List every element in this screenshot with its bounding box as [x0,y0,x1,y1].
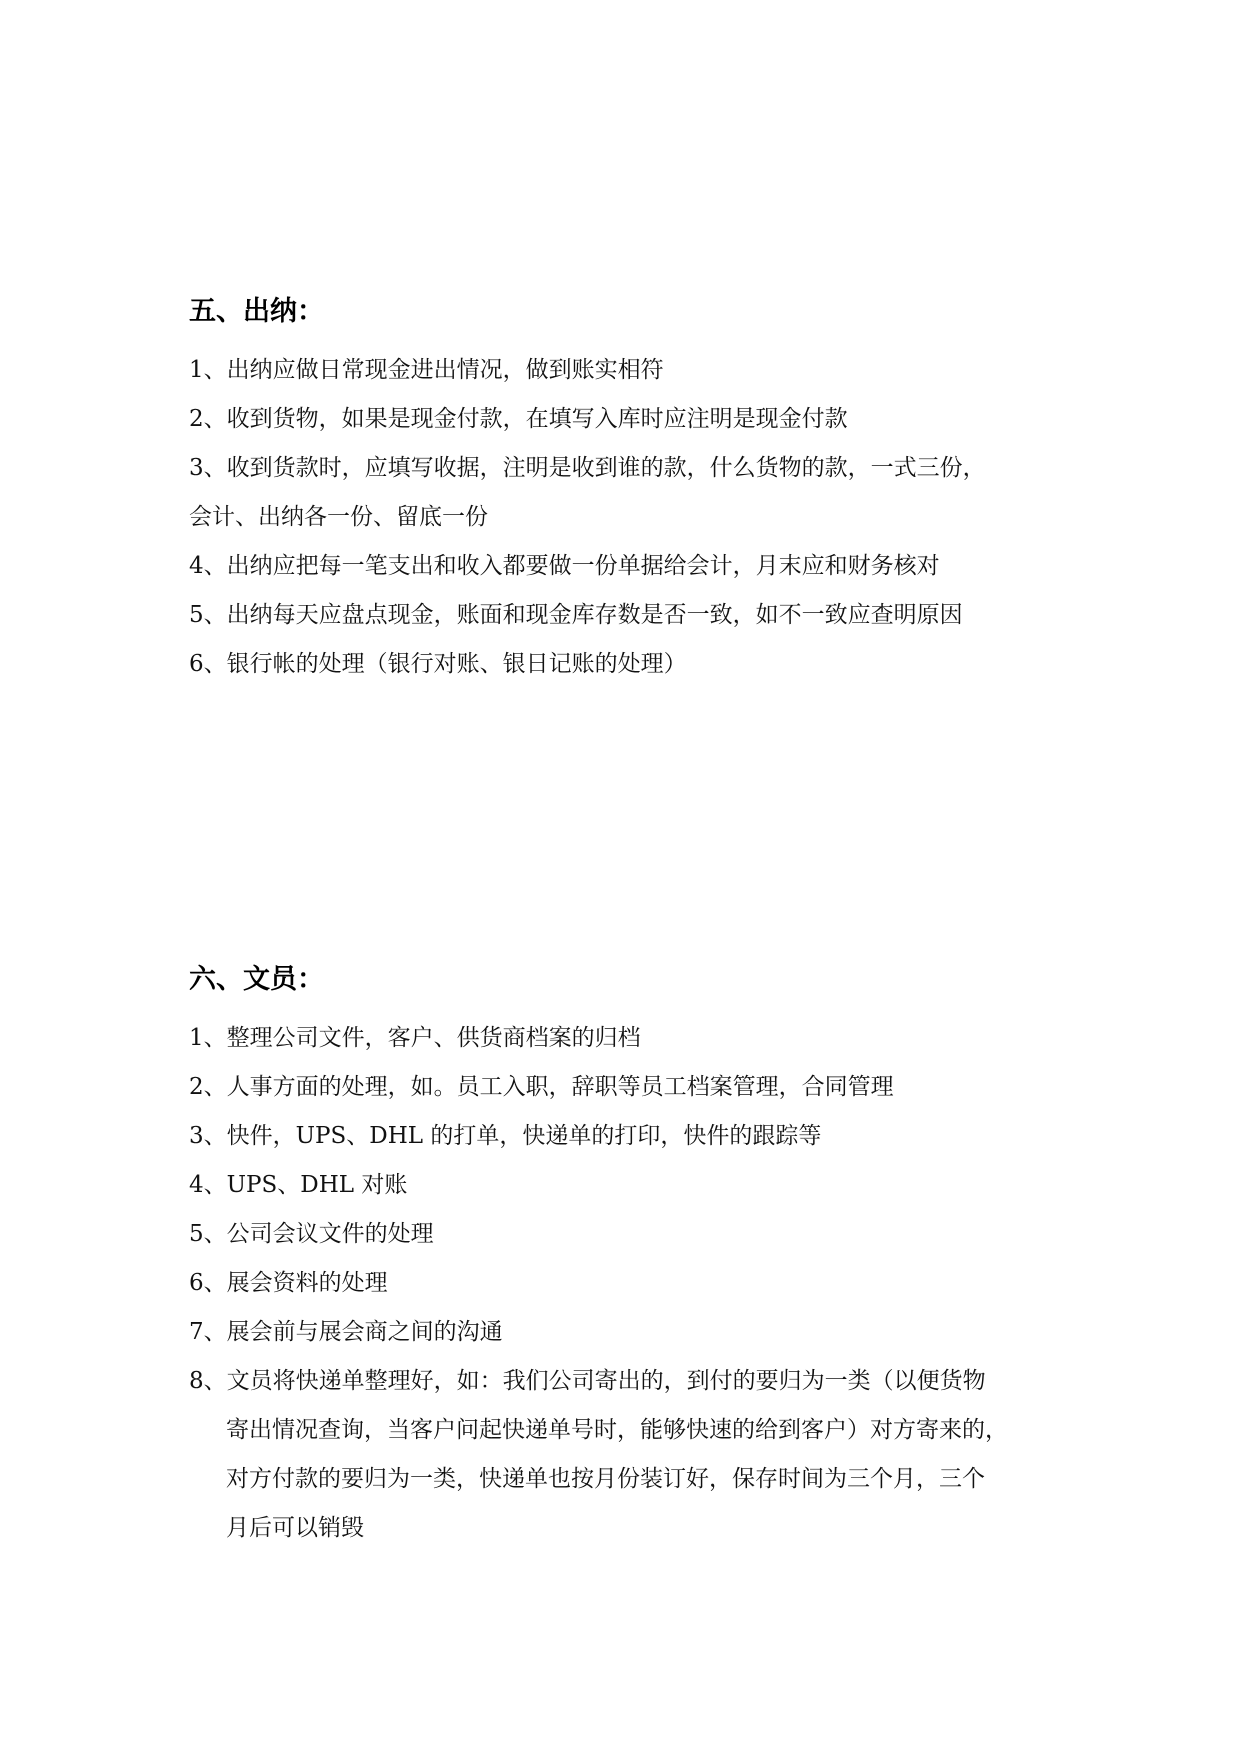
list-item: 3、收到货款时，应填写收据，注明是收到谁的款，什么货物的款，一式三份， [189,455,986,481]
list-item: 6、展会资料的处理 [189,1270,388,1296]
list-item: 1、出纳应做日常现金进出情况，做到账实相符 [189,357,664,383]
list-item: 4、出纳应把每一笔支出和收入都要做一份单据给会计，月末应和财务核对 [189,553,940,579]
duty-list [189,346,1069,689]
section-cashier [189,292,1069,689]
section-clerk [189,960,1069,1553]
section-heading: 五、出纳： [189,296,324,327]
list-item-continuation: 会计、出纳各一份、留底一份 [189,504,488,530]
list-item: 5、出纳每天应盘点现金，账面和现金库存数是否一致，如不一致应查明原因 [189,602,963,628]
list-item: 3、快件，UPS、DHL 的打单，快递单的打印，快件的跟踪等 [189,1123,822,1149]
list-item: 2、人事方面的处理，如。员工入职，辞职等员工档案管理，合同管理 [189,1074,894,1100]
list-item: 2、收到货物，如果是现金付款，在填写入库时应注明是现金付款 [189,406,848,432]
list-item: 5、公司会议文件的处理 [189,1221,434,1247]
list-item: 6、银行帐的处理（银行对账、银日记账的处理） [189,651,687,677]
list-item-multiline [189,1357,1069,1553]
list-item-continuation: 寄出情况查询，当客户问起快递单号时，能够快速的给到客户）对方寄来的， [226,1417,1008,1443]
duty-list [189,1014,1069,1553]
list-item-continuation: 月后可以销毁 [226,1515,364,1541]
list-item-first-line: 8、文员将快递单整理好，如：我们公司寄出的，到付的要归为一类（以便货物 [189,1368,986,1394]
list-item: 1、整理公司文件，客户、供货商档案的归档 [189,1025,641,1051]
list-item: 4、UPS、DHL 对账 [189,1172,408,1198]
section-heading: 六、文员： [189,964,324,995]
list-item-continuation: 对方付款的要归为一类，快递单也按月份装订好，保存时间为三个月，三个 [226,1466,985,1492]
list-item: 7、展会前与展会商之间的沟通 [189,1319,503,1345]
